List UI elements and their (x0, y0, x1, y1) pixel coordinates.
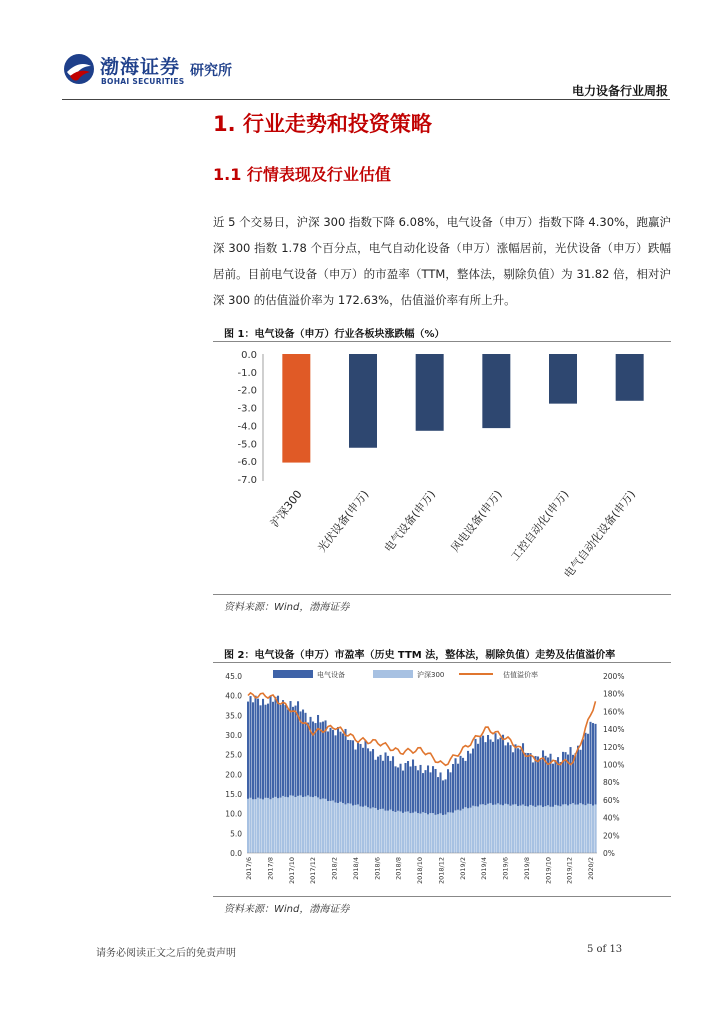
hs300-bar (502, 805, 504, 853)
hs300-bar (427, 814, 429, 853)
hs300-bar (295, 797, 297, 853)
hs300-bar (550, 807, 552, 853)
hs300-bar (485, 805, 487, 853)
legend-label: 电气设备 (317, 671, 345, 679)
hs300-bar (300, 795, 302, 853)
x-category-label: 工控自动化(申万) (508, 487, 572, 564)
y-tick-label: 25.0 (225, 750, 242, 760)
hs300-bar (465, 807, 467, 853)
hs300-bar (272, 798, 274, 853)
hs300-bar (265, 798, 267, 853)
x-tick-label: 2018/6 (373, 857, 382, 880)
y-tick-label: 10.0 (225, 809, 242, 819)
hs300-bar (247, 799, 249, 853)
hs300-bar (482, 804, 484, 853)
hs300-bar (282, 796, 284, 853)
hs300-bar (552, 807, 554, 853)
legend-label: 沪深300 (417, 671, 445, 679)
hs300-bar (410, 813, 412, 853)
y2-tick-label: 0% (603, 849, 615, 858)
hs300-bar (440, 813, 442, 853)
hs300-bar (457, 810, 459, 853)
hs300-bar (275, 797, 277, 853)
hs300-bar (480, 804, 482, 853)
hs300-bar (367, 807, 369, 853)
hs300-bar (510, 806, 512, 853)
hs300-bar (582, 804, 584, 853)
hs300-bar (287, 797, 289, 853)
hs300-bar (435, 815, 437, 853)
legend-label: 估值溢价率 (503, 671, 538, 679)
hs300-bar (362, 807, 364, 853)
y2-tick-label: 60% (603, 795, 620, 805)
hs300-bar (392, 811, 394, 853)
hs300-bar (497, 803, 499, 853)
hs300-bar (322, 798, 324, 853)
hs300-bar (495, 805, 497, 853)
x-tick-label: 2018/12 (437, 857, 446, 885)
hs300-bar (342, 803, 344, 853)
y2-tick-label: 200% (603, 672, 625, 681)
x-category-label: 电气自动化设备(申万) (561, 487, 639, 581)
body-paragraph: 近 5 个交易日，沪深 300 指数下降 6.08%，电气设备（申万）指数下降 4.30%，跑赢沪深 300 指数 1.78 个百分点，电气自动化设备（申万）涨幅居前，光伏设备（申万）跌幅居前。目前电气设备（申万）的市盈率（TTM，整体法，剔除负值）为 31.82 倍，相对沪深 300 的估值溢价率为 172.63%，估值溢价率有所上升。 (213, 215, 671, 307)
figure2-pe-chart (213, 663, 671, 895)
y2-tick-label: 20% (603, 831, 620, 841)
footer-disclaimer: 请务必阅读正文之后的免责声明 (96, 948, 236, 959)
hs300-bar (515, 804, 517, 853)
hs300-bar (352, 805, 354, 853)
hs300-bar (320, 799, 322, 853)
hs300-bar (267, 798, 269, 853)
hs300-bar (455, 810, 457, 853)
hs300-bar (537, 805, 539, 853)
hs300-bar (492, 805, 494, 853)
hs300-bar (542, 807, 544, 853)
hs300-bar (585, 805, 587, 853)
hs300-bar (555, 805, 557, 853)
y2-tick-label: 80% (603, 778, 620, 788)
hs300-bar (540, 805, 542, 853)
hs300-bar (260, 799, 262, 853)
hs300-bar (475, 806, 477, 853)
y-tick-label: 40.0 (225, 691, 242, 701)
hs300-bar (387, 811, 389, 853)
hs300-bar (250, 798, 252, 853)
x-category-label: 风电设备(申万) (448, 487, 505, 555)
hs300-bar (255, 799, 257, 853)
figure1-bar-chart (213, 342, 671, 592)
hs300-bar (350, 804, 352, 853)
hs300-bar (535, 807, 537, 853)
hs300-bar (500, 805, 502, 853)
hs300-bar (565, 804, 567, 853)
x-tick-label: 2018/2 (330, 857, 339, 880)
hs300-bar (512, 805, 514, 853)
y-tick-label: -2.0 (237, 385, 257, 397)
hs300-bar (445, 814, 447, 853)
hs300-bar (490, 803, 492, 853)
figure1-source: 资料来源：Wind，渤海证券 (224, 602, 350, 613)
y-tick-label: 30.0 (225, 731, 242, 740)
hs300-bar (375, 808, 377, 853)
x-tick-label: 2019/6 (501, 857, 510, 880)
hs300-bar (332, 800, 334, 853)
hs300-bar (487, 804, 489, 853)
hs300-bar (595, 804, 597, 853)
hs300-bar (335, 802, 337, 853)
hs300-bar (357, 804, 359, 853)
x-category-label: 沪深300 (267, 487, 305, 530)
logo-name-cn: 渤海证券 (100, 56, 181, 78)
hs300-bar (592, 806, 594, 853)
hs300-bar (460, 810, 462, 853)
hs300-bar (557, 806, 559, 853)
hs300-bar (345, 804, 347, 853)
hs300-bar (380, 809, 382, 853)
y2-tick-label: 120% (603, 742, 625, 752)
x-category-label: 电气设备(申万) (381, 487, 439, 555)
hs300-bar (532, 806, 534, 853)
hs300-bar (507, 804, 509, 853)
hs300-bar (562, 804, 564, 853)
hs300-bar (290, 795, 292, 853)
y-tick-label: 35.0 (225, 711, 242, 721)
hs300-bar (525, 806, 527, 853)
hs300-bar (422, 812, 424, 853)
hs300-bar (297, 796, 299, 853)
y-tick-label: 15.0 (225, 790, 242, 799)
x-tick-label: 2019/12 (565, 857, 574, 885)
hs300-bar (395, 812, 397, 853)
header-divider (62, 99, 670, 100)
y-tick-label: 5.0 (230, 829, 242, 839)
hs300-bar (425, 813, 427, 853)
bar (549, 354, 577, 404)
y-tick-label: -5.0 (237, 439, 257, 451)
hs300-bar (317, 797, 319, 853)
hs300-bar (560, 806, 562, 853)
hs300-bar (252, 799, 254, 853)
hs300-bar (432, 813, 434, 853)
x-tick-label: 2018/10 (416, 857, 424, 885)
hs300-bar (347, 803, 349, 853)
hs300-bar (390, 810, 392, 853)
hs300-bar (572, 803, 574, 853)
y2-tick-label: 140% (603, 725, 625, 735)
hs300-bar (400, 811, 402, 853)
hs300-bar (520, 806, 522, 853)
bar (282, 354, 310, 463)
bohai-logo-icon (62, 52, 96, 86)
hs300-bar (417, 813, 419, 853)
figure1-bottom-rule (213, 594, 671, 595)
hs300-bar (310, 797, 312, 853)
hs300-bar (505, 804, 507, 853)
hs300-bar (405, 812, 407, 853)
hs300-bar (415, 812, 417, 853)
hs300-bar (270, 799, 272, 853)
figure2-source: 资料来源：Wind，渤海证券 (224, 904, 350, 915)
x-tick-label: 2017/10 (287, 857, 296, 885)
bar (616, 354, 644, 401)
hs300-bar (430, 813, 432, 853)
x-tick-label: 2019/8 (522, 857, 531, 880)
figure2-title: 图 2：电气设备（申万）市盈率（历史 TTM 法，整体法，剔除负值）走势及估值溢价率 (224, 650, 616, 661)
hs300-bar (257, 798, 259, 853)
hs300-bar (382, 809, 384, 853)
bar (349, 354, 377, 448)
hs300-bar (522, 804, 524, 853)
hs300-bar (325, 799, 327, 853)
hs300-bar (590, 804, 592, 853)
y2-tick-label: 180% (603, 689, 625, 699)
y2-tick-label: 160% (603, 707, 625, 717)
hs300-bar (447, 812, 449, 853)
x-tick-label: 2019/4 (480, 857, 489, 880)
x-tick-label: 2017/6 (245, 857, 253, 880)
hs300-bar (302, 797, 304, 853)
subsection-heading: 1.1 行情表现及行业估值 (213, 165, 391, 184)
hs300-bar (340, 802, 342, 853)
hs300-bar (377, 810, 379, 853)
x-tick-label: 2019/10 (544, 857, 553, 885)
hs300-bar (477, 806, 479, 853)
y-tick-label: -1.0 (237, 367, 257, 379)
y-tick-label: 0.0 (230, 849, 242, 858)
y-tick-label: 20.0 (225, 770, 242, 780)
hs300-bar (407, 811, 409, 853)
hs300-bar (437, 814, 439, 853)
y-tick-label: -3.0 (237, 403, 257, 415)
section-heading: 1. 行业走势和投资策略 (213, 112, 432, 136)
hs300-bar (530, 805, 532, 853)
y-tick-label: 45.0 (225, 672, 242, 681)
y-tick-label: -4.0 (237, 421, 257, 433)
y-tick-label: -6.0 (237, 457, 257, 469)
hs300-bar (567, 805, 569, 853)
hs300-bar (587, 804, 589, 853)
hs300-bar (337, 803, 339, 853)
hs300-bar (527, 806, 529, 853)
hs300-bar (517, 806, 519, 853)
bar (482, 354, 510, 428)
division-name: 研究所 (190, 63, 232, 79)
hs300-bar (462, 809, 464, 853)
hs300-bar (385, 811, 387, 853)
hs300-bar (450, 812, 452, 853)
hs300-bar (327, 801, 329, 853)
hs300-bar (420, 814, 422, 853)
x-tick-label: 2017/8 (266, 857, 275, 880)
x-tick-label: 2020/2 (587, 857, 595, 880)
figure2-bottom-rule (213, 896, 671, 897)
y-tick-label: -7.0 (237, 475, 257, 486)
hs300-bar (472, 806, 474, 853)
legend-swatch (373, 670, 413, 678)
hs300-bar (467, 808, 469, 853)
y2-tick-label: 40% (603, 813, 620, 823)
hs300-bar (470, 808, 472, 853)
hs300-bar (285, 797, 287, 853)
legend-swatch (273, 670, 313, 678)
hs300-bar (262, 799, 264, 853)
hs300-bar (372, 807, 374, 853)
hs300-bar (355, 805, 357, 853)
hs300-bar (370, 808, 372, 853)
page-number: 5 of 13 (587, 944, 623, 955)
hs300-bar (580, 803, 582, 853)
hs300-bar (365, 806, 367, 853)
x-category-label: 光伏设备(申万) (315, 487, 372, 555)
hs300-bar (315, 796, 317, 853)
hs300-bar (442, 815, 444, 853)
hs300-bar (577, 804, 579, 853)
hs300-bar (277, 798, 279, 853)
hs300-bar (570, 804, 572, 853)
hs300-bar (575, 805, 577, 853)
hs300-bar (412, 813, 414, 853)
hs300-bar (312, 797, 314, 853)
hs300-bar (330, 801, 332, 853)
hs300-bar (360, 806, 362, 853)
x-tick-label: 2019/2 (458, 857, 467, 880)
hs300-bar (305, 796, 307, 853)
x-tick-label: 2018/4 (351, 857, 360, 880)
hs300-bar (307, 795, 309, 853)
report-type: 电力设备行业周报 (571, 84, 668, 98)
y2-tick-label: 100% (603, 760, 625, 770)
hs300-bar (547, 805, 549, 853)
hs300-bar (545, 806, 547, 853)
bar (416, 354, 444, 431)
hs300-bar (452, 813, 454, 853)
logo-name-en: BOHAI SECURITIES (101, 77, 185, 86)
figure1-title: 图 1：电气设备（申万）行业各板块涨跌幅（%） (224, 329, 445, 340)
hs300-bar (280, 798, 282, 853)
x-tick-label: 2017/12 (309, 857, 318, 885)
x-tick-label: 2018/8 (394, 857, 403, 880)
hs300-bar (397, 811, 399, 853)
hs300-bar (402, 813, 404, 853)
hs300-bar (292, 796, 294, 853)
y-tick-label: 0.0 (241, 350, 257, 361)
